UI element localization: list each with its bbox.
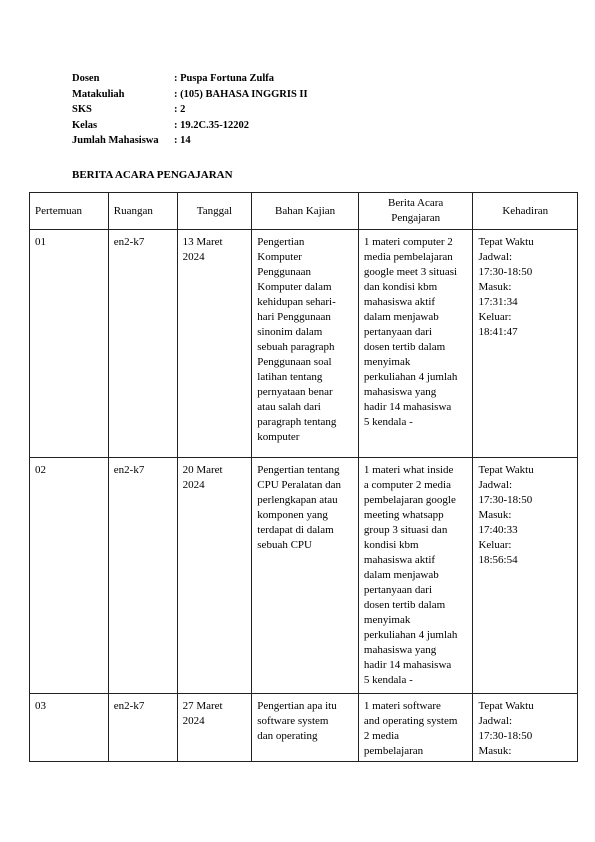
table-row xyxy=(30,694,578,762)
section-title: BERITA ACARA PENGAJARAN xyxy=(72,169,233,181)
cell-pertemuan: 01 xyxy=(30,230,109,458)
info-value: : 19.2C.35-12202 xyxy=(174,119,249,131)
header-ruangan: Ruangan xyxy=(108,193,177,230)
cell-kehadiran: Tepat Waktu Jadwal: 17:30-18:50 Masuk: 17:40:33 Keluar: 18:56:54 xyxy=(473,458,578,694)
info-label: SKS xyxy=(72,104,92,115)
cell-berita-acara: 1 materi computer 2 media pembelajaran google meet 3 situasi dan kondisi kbm mahasiswa aktif dalam menjawab pertanyaan dari dosen tertib dalam menyimak perkuliahan 4 jumlah mahasiswa yang hadir 14 mahasiswa 5 kendala - xyxy=(358,230,473,458)
info-row-sks xyxy=(72,102,308,118)
header-pertemuan: Pertemuan xyxy=(30,193,109,230)
teaching-report-table xyxy=(29,192,578,762)
info-label: Jumlah Mahasiswa xyxy=(72,135,159,146)
cell-bahan-kajian: Pengertian Komputer Penggunaan Komputer dalam kehidupan sehari- hari Penggunaan sinonim dalam sebuah paragraph Penggunaan soal latihan tentang pernyataan benar atau salah dari paragraph tentang komputer xyxy=(252,230,359,458)
table-header-row xyxy=(30,193,578,230)
header-tanggal: Tanggal xyxy=(177,193,252,230)
info-row-kelas xyxy=(72,118,308,134)
cell-tanggal: 20 Maret 2024 xyxy=(177,458,252,694)
info-row-jumlah xyxy=(72,133,308,149)
table-row xyxy=(30,458,578,694)
cell-bahan-kajian: Pengertian tentang CPU Peralatan dan perlengkapan atau komponen yang terdapat di dalam sebuah CPU xyxy=(252,458,359,694)
cell-pertemuan: 02 xyxy=(30,458,109,694)
cell-tanggal: 27 Maret 2024 xyxy=(177,694,252,762)
info-label: Kelas xyxy=(72,119,98,131)
info-label: Matakuliah xyxy=(72,88,125,100)
cell-kehadiran: Tepat Waktu Jadwal: 17:30-18:50 Masuk: xyxy=(473,694,578,762)
info-value: : 2 xyxy=(174,104,186,115)
info-row-matakuliah xyxy=(72,87,308,103)
cell-berita-acara: 1 materi software and operating system 2 media pembelajaran xyxy=(358,694,473,762)
cell-tanggal: 13 Maret 2024 xyxy=(177,230,252,458)
cell-berita-acara: 1 materi what inside a computer 2 media pembelajaran google meeting whatsapp group 3 situasi dan kondisi kbm mahasiswa aktif dalam menjawab pertanyaan dari dosen tertib dalam menyimak perkuliahan 4 jumlah mahasiswa yang hadir 14 mahasiswa 5 kendala - xyxy=(358,458,473,694)
info-value: : 14 xyxy=(174,135,191,146)
info-value: : Puspa Fortuna Zulfa xyxy=(174,73,275,84)
info-value: : (105) BAHASA INGGRIS II xyxy=(174,88,308,100)
cell-ruangan: en2-k7 xyxy=(108,230,177,458)
course-info xyxy=(72,71,308,149)
cell-ruangan: en2-k7 xyxy=(108,458,177,694)
cell-kehadiran: Tepat Waktu Jadwal: 17:30-18:50 Masuk: 17:31:34 Keluar: 18:41:47 xyxy=(473,230,578,458)
table-row xyxy=(30,230,578,458)
info-row-dosen xyxy=(72,71,308,87)
header-kehadiran: Kehadiran xyxy=(473,193,578,230)
cell-ruangan: en2-k7 xyxy=(108,694,177,762)
info-label: Dosen xyxy=(72,73,100,84)
header-bahan-kajian: Bahan Kajian xyxy=(252,193,359,230)
header-berita-acara: Berita Acara Pengajaran xyxy=(358,193,473,230)
cell-bahan-kajian: Pengertian apa itu software system dan operating xyxy=(252,694,359,762)
cell-pertemuan: 03 xyxy=(30,694,109,762)
